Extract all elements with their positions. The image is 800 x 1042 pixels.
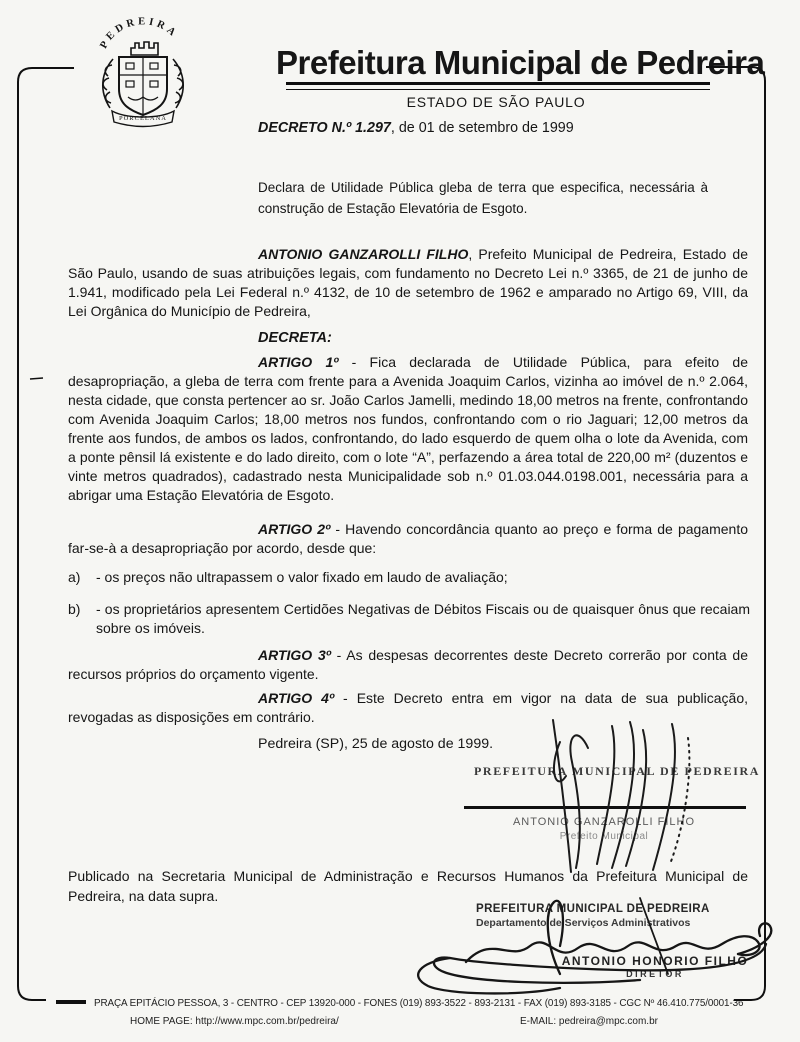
margin-mark	[30, 378, 43, 379]
article-2-text: - Havendo concordância quanto ao preço e forma de pagamento far-se-à a desapropriação por acordo, desde que:	[68, 521, 748, 556]
condition-item-b	[68, 600, 750, 638]
preamble-text: , Prefeito Municipal de Pedreira, Estado de São Paulo, usando de suas atribuições legais, com fundamento no Decreto Lei n.º 3365, de 21 de junho de 1.941, modificado pela Lei Federal n.º 4132, de 10 de setembro de 1962 e amparado no Artigo 69, VIII, da Lei Orgânica do Município de Pedreira,	[68, 246, 748, 319]
director-signature-role: DIRETOR	[626, 969, 684, 979]
article-1	[68, 353, 748, 505]
preamble-paragraph	[68, 245, 748, 321]
signature-rule	[464, 806, 746, 809]
decreta-heading: DECRETA:	[258, 330, 332, 346]
footer-address: PRAÇA EPITÁCIO PESSOA, 3 - CENTRO - CEP 13920-000 - FONES (019) 893-3522 - 893-2131 - FAX (019) 893-3185 - CGC Nº 46.410.775/0001-36	[94, 998, 744, 1009]
article-2-label: ARTIGO 2º	[258, 521, 331, 537]
item-b-text: - os proprietários apresentem Certidões Negativas de Débitos Fiscais ou de quaisquer ônus que recaiam sobre os imóveis.	[96, 601, 750, 636]
state-subtitle: ESTADO DE SÃO PAULO	[406, 94, 586, 110]
article-3-label: ARTIGO 3º	[258, 647, 331, 663]
item-b-marker: b)	[68, 601, 81, 617]
item-a-text: - os preços não ultrapassem o valor fixado em laudo de avaliação;	[96, 569, 508, 585]
stamp-department-line: Departamento de Serviços Administrativos	[476, 917, 691, 929]
article-4	[68, 689, 748, 727]
decree-number-line	[258, 120, 574, 136]
crest-arc-text: PEDREIRA	[98, 16, 180, 51]
footer-email: E-MAIL: pedreira@mpc.com.br	[520, 1016, 658, 1027]
article-4-text: - Este Decreto entra em vigor na data de sua publicação, revogadas as disposições em contrário.	[68, 690, 749, 725]
decree-date: , de 01 de setembro de 1999	[390, 120, 574, 136]
place-date-line: Pedreira (SP), 25 de agosto de 1999.	[258, 736, 494, 752]
condition-item-a	[68, 568, 750, 587]
crest-banner-text: PORCELANA	[118, 115, 168, 122]
decree-number: DECRETO N.º 1.297	[258, 120, 391, 136]
signature-org-line: PREFEITURA MUNICIPAL DE PEDREIRA	[474, 764, 760, 778]
signature-mayor-ink	[553, 720, 689, 872]
article-1-text: - Fica declarada de Utilidade Pública, para efeito de desapropriação, a gleba de terra com frente para a Avenida Joaquim Carlos, vizinha ao imóvel de n.º 2.064, nesta cidade, que consta pertencer ao sr. João Carlos Jamelli, medindo 18,00 metros na frente, confrontando com Avenida Joaquim Carlos; 18,00 metros nos fundos, confrontando com o rio Jaguari; 12,00 metros da frente aos fundos, de ambos os lados, confrontando, do lado esquerdo de quem olha o lote da Avenida, com a ponte pênsil lá existente e do lado direito, com o lote “A”, perfazendo a área total de 220,00 m² (duzentos e vinte metros quadrados), cadastrado nesta Municipalidade sob n.º 01.03.044.0198.001, necessária para a abrigar uma Estação Elevatória de Esgoto.	[68, 354, 748, 503]
footer-homepage: HOME PAGE: http://www.mpc.com.br/pedreira/	[130, 1016, 339, 1027]
article-2	[68, 520, 748, 558]
item-a-marker: a)	[68, 569, 81, 585]
title-double-rule	[286, 82, 710, 90]
article-3	[68, 646, 748, 684]
mayor-signature-name: ANTONIO GANZAROLLI FILHO	[512, 816, 696, 828]
coat-of-arms-icon	[82, 14, 204, 132]
director-signature-name: ANTONIO HONORIO FILHO	[561, 954, 749, 968]
stamp-org-line: PREFEITURA MUNICIPAL DE PEDREIRA	[476, 903, 710, 915]
page-title: Prefeitura Municipal de Pedreira	[276, 44, 765, 81]
article-4-label: ARTIGO 4º	[258, 690, 335, 706]
publication-note: Publicado na Secretaria Municipal de Administração e Recursos Humanos da Prefeitura Municipal de Pedreira, na data supra.	[68, 868, 748, 904]
article-1-label: ARTIGO 1º	[258, 354, 339, 370]
decree-summary: Declara de Utilidade Pública gleba de terra que especifica, necessária à construção de Estação Elevatória de Esgoto.	[258, 180, 708, 216]
mayor-signature-role: Prefeito Municipal	[559, 831, 649, 842]
article-3-text: - As despesas decorrentes deste Decreto correrão por conta de recursos próprios do orçamento vigente.	[68, 647, 748, 682]
mayor-name-lead: ANTONIO GANZAROLLI FILHO	[258, 246, 469, 262]
